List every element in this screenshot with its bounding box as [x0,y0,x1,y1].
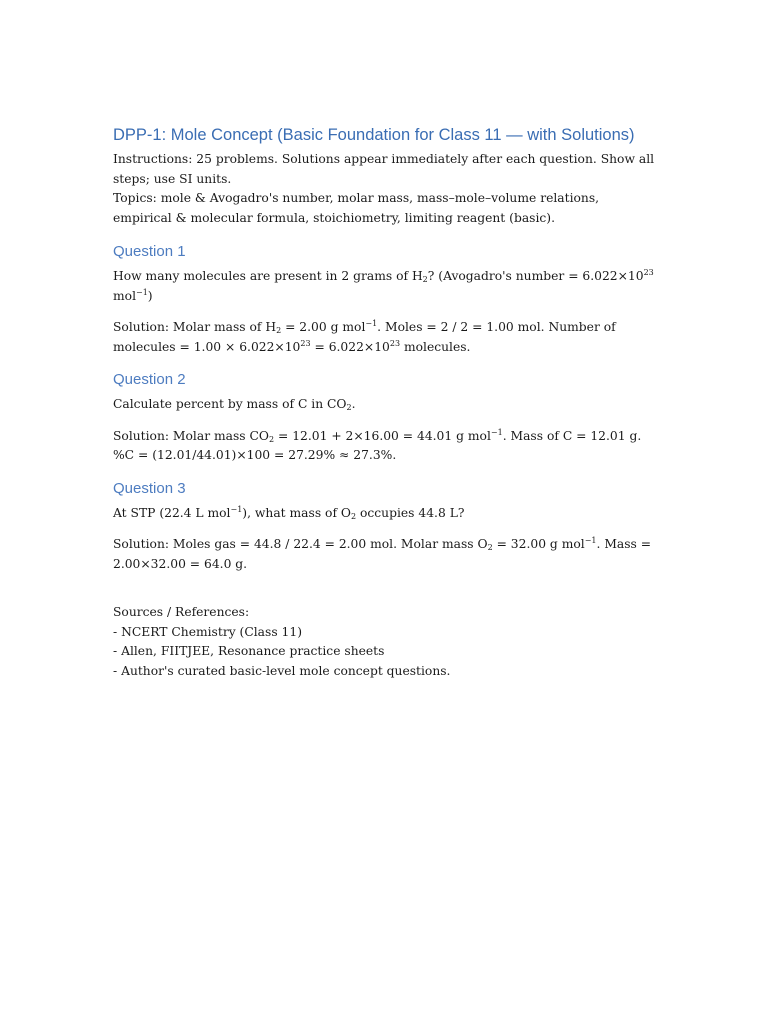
reference-item: - Author's curated basic-level mole concept questions. [113,663,451,678]
question-heading: Question 3 [113,479,186,497]
question-heading: Question 2 [113,371,186,388]
references-heading: Sources / References: [113,605,250,619]
question-text: Calculate percent by mass of C in $CO_2$. [113,397,356,412]
solution-text: Solution: Moles gas = 44.8 / 22.4 = 2.00 mol. Molar mass $O_2 = 32.00$ g mol$^{-1}$. Mass = 2.00×32.00 = 64.0 g. [113,536,652,571]
solution-text: Solution: Molar mass $CO_2 = 12.01 + 2\times 16.00 = 44.01$ g mol$^{-1}$. Mass of C = 12.01 g. %C = (12.01/44.01)×100 = 27.29% ≈ 27.3%. [113,427,642,462]
question-heading: Question 1 [113,243,186,260]
question-block-2 [113,370,658,466]
topics-text: Topics: mole & Avogadro's number, molar mass, mass–mole–volume relations, empirical & molecular formula, stoichiometry, limiting reagent (basic). [113,191,600,225]
references-section [113,603,658,681]
question-text: At STP (22.4 L mol$^{-1}$), what mass of $O_2$ occupies 44.8 L? [113,504,465,521]
question-text: How many molecules are present in 2 grams of $H_2$? (Avogadro's number = $6.022\times 10^{23}$ mol$^{-1}$) [113,268,654,303]
instructions-text: Instructions: 25 problems. Solutions appear immediately after each question. Show all steps; use SI units. [113,152,655,186]
document-title: DPP-1: Mole Concept (Basic Foundation for Class 11 — with Solutions) [113,126,635,144]
solution-text: Solution: Molar mass of $H_2 = 2.00$ g mol$^{-1}$. Moles = 2 / 2 = 1.00 mol. Number of molecules = $1.00 \times 6.022\times 10^{23} = 6.022\times 10^{23}$ molecules. [113,319,616,354]
question-block-3 [113,479,658,575]
reference-item: - NCERT Chemistry (Class 11) [113,624,302,639]
question-block-1 [113,242,658,357]
reference-item: - Allen, FIITJEE, Resonance practice sheets [113,644,385,658]
document-page [113,124,658,681]
